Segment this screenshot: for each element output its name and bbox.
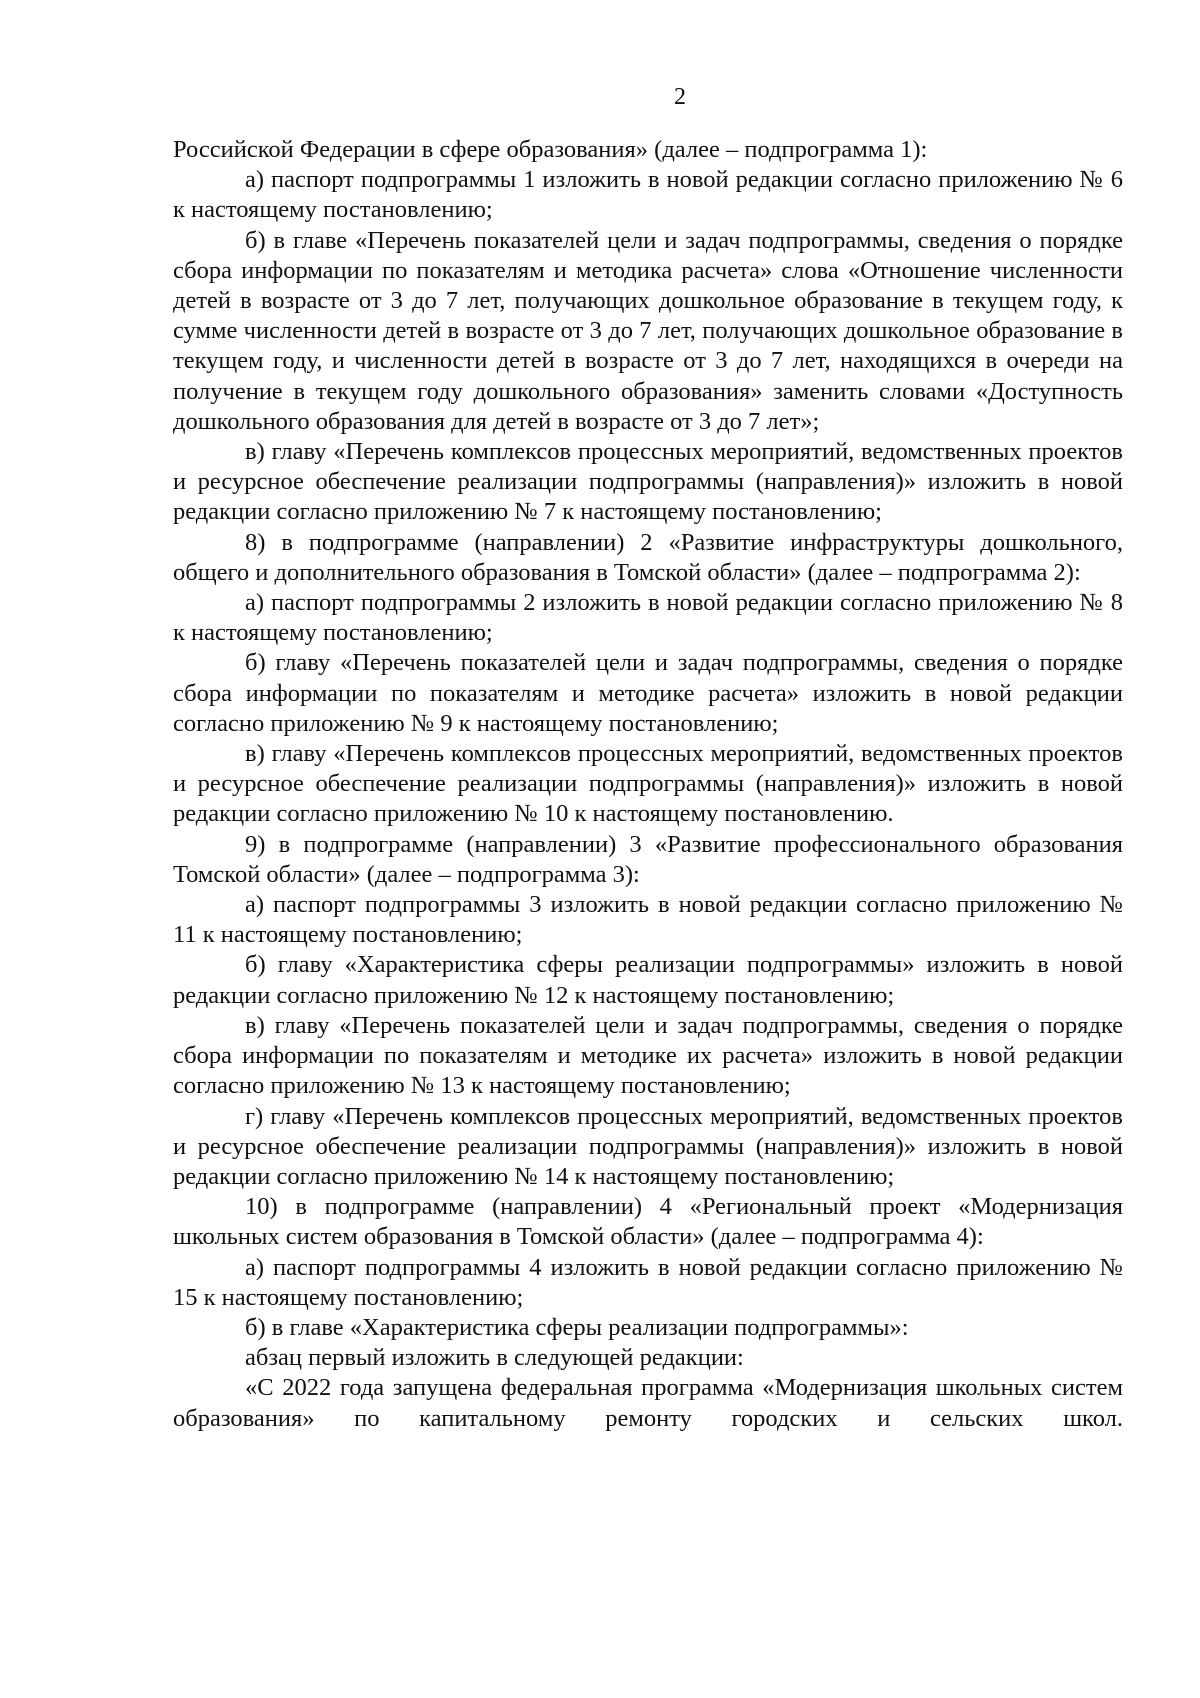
paragraph: б) главу «Характеристика сферы реализации подпрограммы» изложить в новой редакции согласно приложению № 12 к настоящему постановлению; (173, 951, 1123, 1009)
paragraph: а) паспорт подпрограммы 1 изложить в новой редакции согласно приложению № 6 к настоящему постановлению; (173, 166, 1123, 224)
document-body (173, 135, 1123, 1434)
paragraph: б) в главе «Характеристика сферы реализации подпрограммы»: (245, 1313, 909, 1341)
paragraph: 9) в подпрограмме (направлении) 3 «Развитие профессионального образования Томской области» (далее – подпрограмма 3): (173, 830, 1123, 888)
paragraph: Российской Федерации в сфере образования» (далее – подпрограмма 1): (173, 136, 928, 163)
paragraph: в) главу «Перечень показателей цели и задач подпрограммы, сведения о порядке сбора информации по показателям и методике их расчета» изложить в новой редакции согласно приложению № 13 к настоящему постановлению; (173, 1011, 1123, 1100)
paragraph: а) паспорт подпрограммы 4 изложить в новой редакции согласно приложению № 15 к настоящему постановлению; (173, 1253, 1123, 1311)
paragraph: б) главу «Перечень показателей цели и задач подпрограммы, сведения о порядке сбора информации по показателям и методике расчета» изложить в новой редакции согласно приложению № 9 к настоящему постановлению; (173, 649, 1123, 737)
paragraph: в) главу «Перечень комплексов процессных мероприятий, ведомственных проектов и ресурсное обеспечение реализации подпрограммы (направления)» изложить в новой редакции согласно приложению № 7 к настоящему постановлению; (173, 438, 1123, 526)
paragraph: 8) в подпрограмме (направлении) 2 «Развитие инфраструктуры дошкольного, общего и дополнительного образования в Томской области» (далее – подпрограмма 2): (173, 528, 1123, 586)
paragraph: в) главу «Перечень комплексов процессных мероприятий, ведомственных проектов и ресурсное обеспечение реализации подпрограммы (направления)» изложить в новой редакции согласно приложению № 10 к настоящему постановлению. (173, 740, 1123, 828)
paragraph: «С 2022 года запущена федеральная программа «Модернизация школьных систем образования» по капитальному ремонту городских и сельских школ. (173, 1374, 1123, 1432)
paragraph: б) в главе «Перечень показателей цели и задач подпрограммы, сведения о порядке сбора информации по показателям и методика расчета» слова «Отношение численности детей в возрасте от 3 до 7 лет, получающих дошкольное образование в текущем году, к сумме численности детей в возрасте от 3 до 7 лет, получающих дошкольное образование в текущем году, и численности детей в возрасте от 3 до 7 лет, находящихся в очереди на получение в текущем году дошкольного образования» заменить словами «Доступность дошкольного образования для детей в возрасте от 3 до 7 лет»; (173, 226, 1123, 435)
paragraph: г) главу «Перечень комплексов процессных мероприятий, ведомственных проектов и ресурсное обеспечение реализации подпрограммы (направления)» изложить в новой редакции согласно приложению № 14 к настоящему постановлению; (173, 1102, 1123, 1190)
page-number: 2 (674, 84, 686, 110)
paragraph: а) паспорт подпрограммы 2 изложить в новой редакции согласно приложению № 8 к настоящему постановлению; (173, 589, 1123, 647)
paragraph: 10) в подпрограмме (направлении) 4 «Региональный проект «Модернизация школьных систем образования в Томской области» (далее – подпрограмма 4): (173, 1193, 1123, 1251)
paragraph: абзац первый изложить в следующей редакции: (245, 1344, 744, 1372)
paragraph: а) паспорт подпрограммы 3 изложить в новой редакции согласно приложению № 11 к настоящему постановлению; (173, 891, 1123, 949)
